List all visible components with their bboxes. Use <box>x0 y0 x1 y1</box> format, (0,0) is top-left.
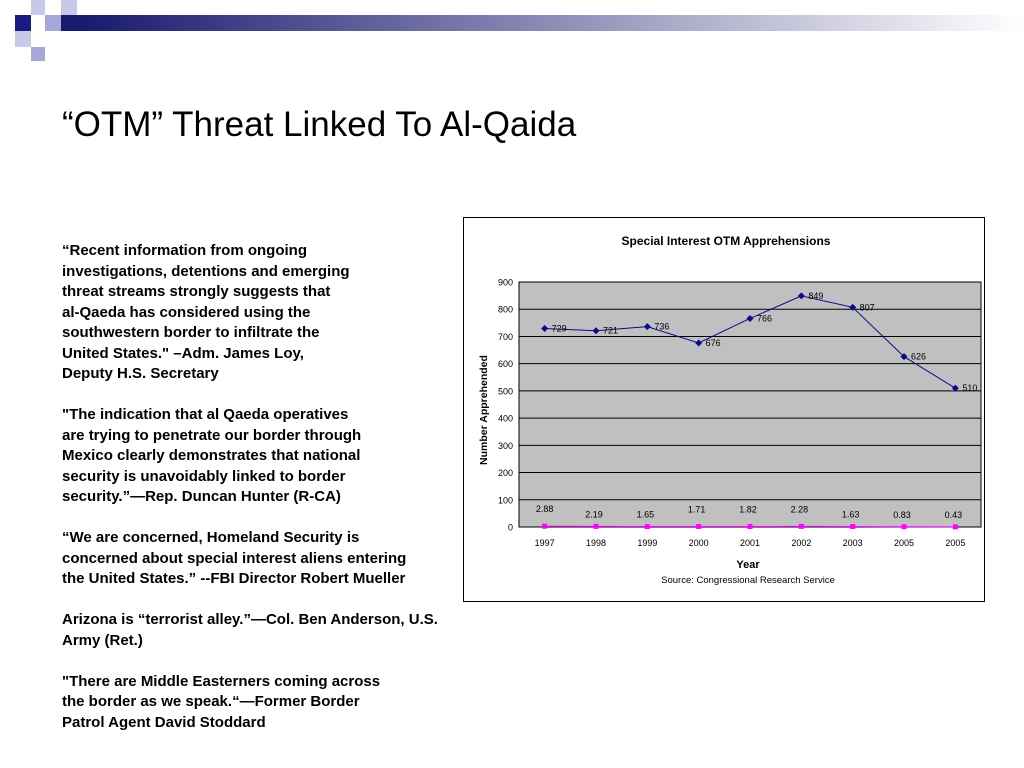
chart-title: Special Interest OTM Apprehensions <box>621 234 831 248</box>
x-tick-label: 1999 <box>637 538 658 548</box>
x-tick-label: 2000 <box>688 538 709 548</box>
x-tick-label: 2001 <box>739 538 761 548</box>
logo-square-lavender <box>15 31 31 47</box>
x-axis-ticks <box>535 538 966 548</box>
chart-source: Source: Congressional Research Service <box>661 575 835 586</box>
y-axis-title: Number Apprehended <box>478 355 490 465</box>
quote-anderson: Arizona is “terrorist alley.”—Col. Ben Anderson, U.S. Army (Ret.) <box>62 611 438 649</box>
header-banner <box>0 0 1024 62</box>
y-tick-label: 900 <box>497 277 513 288</box>
data-label: 736 <box>654 321 670 332</box>
data-point <box>953 524 958 529</box>
y-tick-label: 0 <box>507 522 513 533</box>
y-tick-label: 500 <box>497 386 513 397</box>
data-label: 1.82 <box>739 504 757 515</box>
data-label: 2.88 <box>535 504 554 515</box>
data-label: 510 <box>962 383 978 394</box>
x-axis-title: Year <box>736 559 760 571</box>
data-label: 1.65 <box>636 509 655 520</box>
chart-container <box>463 217 985 602</box>
data-point <box>799 524 804 529</box>
y-tick-label: 100 <box>497 495 513 506</box>
quote-hunter: "The indication that al Qaeda operatives are trying to penetrate our border through Mexico clearly demonstrates that national security is unavoidably linked to border security.”—Rep. Duncan Hunter (R-CA) <box>62 406 362 505</box>
y-tick-label: 600 <box>497 359 513 370</box>
line-chart <box>464 218 984 601</box>
data-label: 849 <box>808 290 824 301</box>
logo-square-lavender <box>31 0 45 15</box>
data-label: 729 <box>551 323 567 334</box>
y-tick-label: 200 <box>497 468 513 479</box>
data-label: 0.43 <box>944 509 963 520</box>
data-label: 721 <box>603 325 619 336</box>
x-tick-label: 2003 <box>842 538 863 548</box>
data-point <box>696 524 701 529</box>
quote-mueller: “We are concerned, Homeland Security is concerned about special interest aliens entering the United States.” --FBI Director Robert Mueller <box>62 529 407 587</box>
x-tick-label: 2005 <box>945 538 966 548</box>
quotes-block <box>62 241 502 754</box>
data-label: 0.83 <box>893 509 911 520</box>
data-label: 676 <box>705 337 721 348</box>
y-tick-label: 300 <box>497 440 513 451</box>
y-tick-label: 800 <box>497 304 513 315</box>
logo-square-lavender <box>45 15 61 31</box>
data-point <box>748 524 753 529</box>
data-label: 1.63 <box>841 509 860 520</box>
data-label: 807 <box>859 302 875 313</box>
y-axis-ticks <box>498 278 513 533</box>
data-label: 2.28 <box>790 504 809 515</box>
data-label: 626 <box>911 351 927 362</box>
quote-loy: “Recent information from ongoing investigations, detentions and emerging threat streams strongly suggests that al-Qaeda has considered using the southwestern border to infiltrate the United States." –Adm. James Loy, Deputy H.S. Secretary <box>62 242 350 382</box>
data-label: 766 <box>757 313 773 324</box>
data-point <box>850 524 855 529</box>
x-tick-label: 1998 <box>585 538 607 548</box>
x-tick-label: 2002 <box>791 538 812 548</box>
x-tick-label: 2005 <box>893 538 915 548</box>
data-label: 1.71 <box>687 504 706 515</box>
slide-title: “OTM” Threat Linked To Al-Qaida <box>62 105 577 144</box>
data-point <box>645 524 650 529</box>
data-label: 2.19 <box>585 509 603 520</box>
logo-square-navy <box>15 15 31 31</box>
data-point <box>594 524 599 529</box>
x-tick-label: 1997 <box>534 538 555 548</box>
logo-square-lavender <box>31 47 45 61</box>
y-tick-label: 400 <box>497 413 513 424</box>
y-tick-label: 700 <box>497 331 513 342</box>
logo-square-lavender <box>61 0 77 15</box>
quote-stoddard: "There are Middle Easterners coming across the border as we speak.“—Former Border Patrol Agent David Stoddard <box>62 672 381 731</box>
data-point <box>542 524 547 529</box>
data-point <box>902 524 907 529</box>
